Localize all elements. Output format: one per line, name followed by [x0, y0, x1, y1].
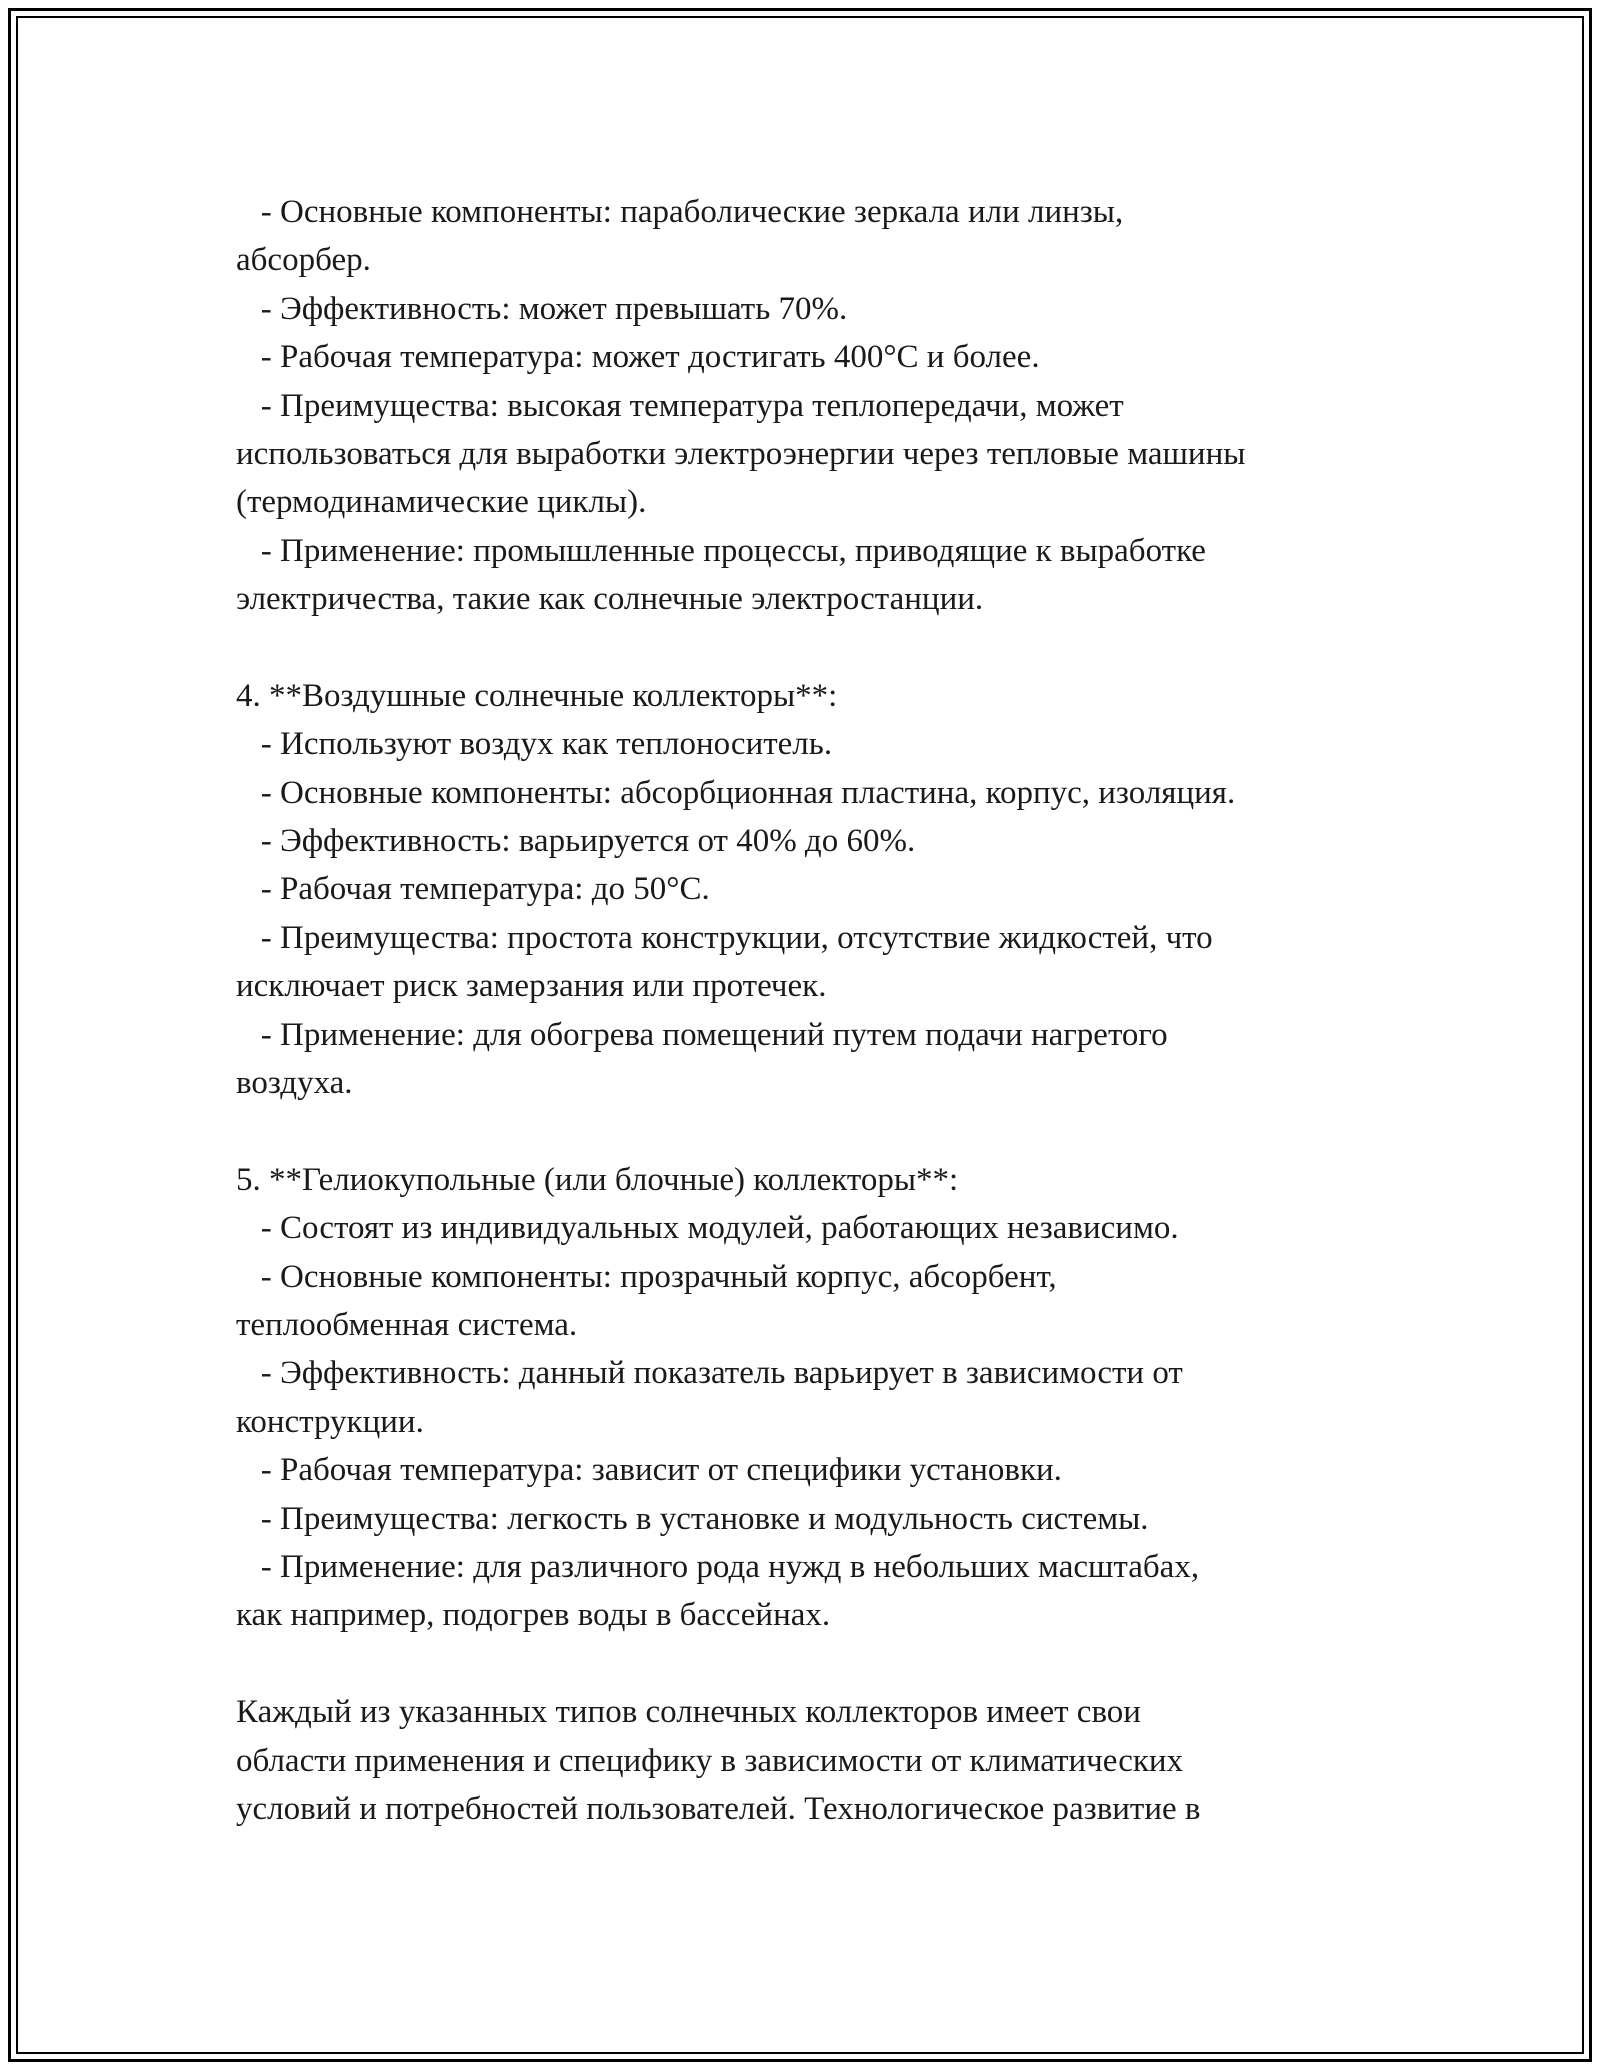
- section-heading-air-collectors: 4. **Воздушные солнечные коллекторы**:: [236, 677, 838, 714]
- text-line: - Используют воздух как теплоноситель.: [236, 726, 833, 763]
- text-line: - Рабочая температура: зависит от специфики установки.: [236, 1452, 1062, 1489]
- text-line: (термодинамические циклы).: [236, 484, 647, 521]
- text-line: - Преимущества: простота конструкции, отсутствие жидкостей, что: [236, 919, 1213, 956]
- text-line: - Основные компоненты: параболические зеркала или линзы,: [236, 194, 1124, 230]
- text-line: - Применение: для обогрева помещений путем подачи нагретого: [236, 1016, 1168, 1053]
- text-line: - Эффективность: может превышать 70%.: [236, 290, 848, 327]
- text-line: - Применение: промышленные процессы, приводящие к выработке: [236, 532, 1206, 569]
- blank-line: [236, 624, 1416, 672]
- text-line: - Преимущества: высокая температура теплопередачи, может: [236, 387, 1124, 424]
- text-line: теплообменная система.: [236, 1306, 578, 1343]
- text-line: как например, подогрев воды в бассейнах.: [236, 1597, 831, 1634]
- text-line: - Рабочая температура: до 50°C.: [236, 871, 710, 908]
- conclusion-line: условий и потребностей пользователей. Технологическое развитие в: [236, 1790, 1201, 1827]
- blank-line: [236, 1640, 1416, 1688]
- text-line: - Основные компоненты: прозрачный корпус, абсорбент,: [236, 1258, 1057, 1295]
- text-line: - Основные компоненты: абсорбционная пластина, корпус, изоляция.: [236, 774, 1236, 811]
- text-line: электричества, такие как солнечные электростанции.: [236, 581, 984, 618]
- text-line: - Рабочая температура: может достигать 400°C и более.: [236, 339, 1040, 376]
- text-line: - Применение: для различного рода нужд в небольших масштабах,: [236, 1548, 1200, 1585]
- text-line: абсорбер.: [236, 242, 371, 279]
- text-line: - Состоят из индивидуальных модулей, работающих независимо.: [236, 1210, 1179, 1247]
- blank-line: [236, 1107, 1416, 1155]
- document-body: [236, 188, 1416, 1833]
- text-line: конструкции.: [236, 1403, 424, 1440]
- conclusion-line: области применения и специфику в зависимости от климатических: [236, 1742, 1184, 1779]
- text-line: - Эффективность: данный показатель варьирует в зависимости от: [236, 1355, 1183, 1392]
- text-line: - Эффективность: варьируется от 40% до 60%.: [236, 823, 916, 860]
- text-line: исключает риск замерзания или протечек.: [236, 968, 827, 1005]
- text-line: воздуха.: [236, 1065, 353, 1102]
- conclusion-line: Каждый из указанных типов солнечных коллекторов имеет свои: [236, 1694, 1141, 1731]
- section-heading-dome-collectors: 5. **Гелиокупольные (или блочные) коллекторы**:: [236, 1161, 959, 1198]
- text-line: использоваться для выработки электроэнергии через тепловые машины: [236, 435, 1246, 472]
- text-line: - Преимущества: легкость в установке и модульность системы.: [236, 1500, 1149, 1537]
